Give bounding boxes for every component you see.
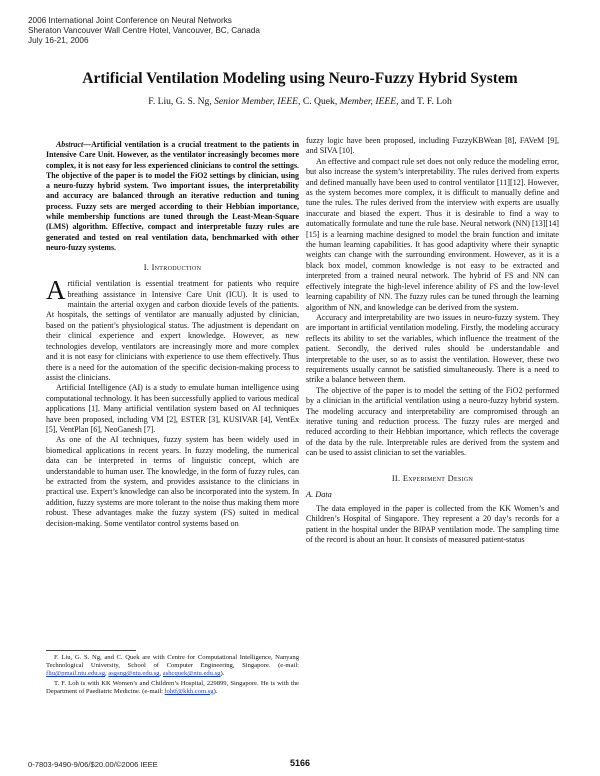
footnote-end: ). — [220, 670, 225, 678]
email-link-lohtf[interactable]: lohtf@kkh.com.sg — [164, 687, 214, 695]
right-paragraph-4: The objective of the paper is to model the setting of the FiO2 performed by a clinician in the artificial ventilation using a neuro-fuzzy hybrid system. The modeling accuracy and interpretability are compromised through an iterative tuning and reduction process. The fuzzy rules are merged and reduced according to their Hebbian importance, which reflects the coverage of the data by the rule. Interpretable rules are derived from the system and can be used to assist clinician to set the variables. — [306, 385, 559, 458]
footnote-end: ). — [213, 687, 218, 695]
section-title: Introduction — [151, 263, 202, 273]
section-title: Experiment Design — [402, 473, 474, 483]
left-column — [46, 140, 299, 529]
subsection-label: A. — [306, 489, 314, 499]
footnote-affiliation-1 — [46, 654, 299, 679]
right-paragraph-1: fuzzy logic have been proposed, including FuzzyKBWean [8], FAVeM [9], and SIVA [10]. — [306, 136, 559, 156]
footnote-1-text: F. Liu, G. S. Ng, and C. Quek are with Centre for Computational Intelligence, Nanyang Technological University, School of Computer Engineering, Singapore. (e-mail: — [46, 654, 299, 670]
subsection-heading-data — [306, 490, 559, 500]
footnote-affiliation-2 — [46, 680, 299, 696]
section-heading-experiment-design — [306, 473, 559, 484]
abstract — [46, 140, 299, 253]
abstract-text: —Artificial ventilation is a crucial treatment to the patients in Intensive Care Unit. However, as the ventilator increasingly becomes more complex, it is not easy for less experienced clinicians to control the settings. The objective of the paper is to model the FiO2 settings by clinician, using a neuro-fuzzy hybrid system. Two important issues, the interpretability and accuracy are balanced through an iterative reduction and tuning process. Fuzzy sets are merged according to their Hebbian importance, while membership functions are tuned through the Least-Mean-Square (LMS) algorithm. Effective, compact and interpretable fuzzy rules are generated and tested on real ventilation data, benchmarked with other neuro-fuzzy systems. — [46, 140, 299, 252]
right-column — [306, 136, 559, 546]
copyright-isbn: 0-7803-9490-9/06/$20.00/©2006 IEEE — [28, 760, 158, 769]
email-link-ashcquek[interactable]: ashcquek@ntu.edu.sg — [162, 670, 221, 678]
intro-paragraph-2: Artificial Intelligence (AI) is a study to emulate human intelligence using computational technology. It has been successfully applied to various medical applications [1]. Many artificial ventilation system based on AI techniques have been proposed, including VM [2], ESTER [3], KUSIVAR [4], VentEx [5], VentPlan [6], NeoGanesh [7]. — [46, 383, 299, 434]
conference-name: 2006 International Joint Conference on Neural Networks — [28, 16, 232, 25]
footnote-divider — [46, 650, 136, 651]
conference-header — [28, 16, 260, 46]
section-number: II. — [391, 473, 401, 483]
author-role-senior: Senior Member, IEEE — [214, 96, 299, 107]
section-heading-introduction — [46, 262, 299, 273]
paper-authors — [0, 96, 600, 108]
email-link-fliu[interactable]: fliu@pmail.ntu.edu.sg — [46, 670, 105, 678]
intro-paragraph-3: As one of the AI techniques, fuzzy system has been widely used in biomedical applications in recent years. In fuzzy modeling, the numerical data can be interpreted in terms of linguistic concept, which are understandable to human user. The knowledge, in the form of fuzzy rules, can be extracted from the system, and provides assistance to the clinicians in practical use. Expert’s knowledge can also be incorporated into the system. In addition, fuzzy systems are more tolerant to the noise thus making them more robust. These advantages make the fuzzy system (FS) suited in medical decision-making. Some ventilator control systems based on — [46, 435, 299, 528]
footnote-sep: , — [105, 670, 107, 678]
abstract-label: Abstract — [56, 140, 84, 149]
email-link-asgsng[interactable]: asgsng@ntu.edu.sg — [108, 670, 160, 678]
page-number: 5166 — [290, 758, 311, 768]
paper-title: Artificial Ventilation Modeling using Neuro-Fuzzy Hybrid System — [82, 70, 518, 87]
subsection-title: Data — [315, 489, 332, 499]
footnote-sep: , — [159, 670, 162, 678]
author-role-member: Member, IEEE, — [339, 96, 399, 107]
footnote-2-text: T. F. Loh is with KK Women’s and Children’s Hospital, 229899, Singapore. He is with the Department of Paediatric Medicine. (e-mail: — [46, 679, 299, 695]
footnotes — [46, 650, 299, 697]
authors-part-b: , C. Quek, — [298, 96, 340, 107]
intro-paragraph-1: Artificial ventilation is essential treatment for patients who require breathing assistance in Intensive Care Unit (ICU). It is used to maintain the arterial oxygen and carbon dioxide levels of the patients. At hospitals, the settings of ventilator are manually adjusted by clinician, based on the patient’s physiological status. The adjustment is dependant on their clinical experience and expert knowledge. However, as new technologies develop, ventilators are increasingly more and more complex and it is not easy for clinicians with experience to use them effectively. Thus there is a need for the automation of the specific decision-making process to assist the clinicians. — [46, 275, 299, 382]
right-paragraph-3: Accuracy and interpretability are two issues in neuro-fuzzy system. They are important in artificial ventilation modeling. Firstly, the modeling accuracy reflects its ability to set the variables, which influence the treatment of the patient. Secondly, the derived rules should be understandable and interpretable to the user, so as to assist the ventilation. However, these two requirements usually cannot be satisfied simultaneously. There is a need to strike a balance between them. — [306, 312, 559, 385]
authors-part-c: and T. F. Loh — [398, 96, 452, 107]
conference-venue: Sheraton Vancouver Wall Centre Hotel, Vancouver, BC, Canada — [28, 26, 260, 35]
section-number: I. — [143, 263, 150, 273]
conference-dates: July 16-21, 2006 — [28, 36, 89, 45]
data-paragraph-1: The data employed in the paper is collected from the KK Women’s and Children’s Hospital of Singapore. They represent a 20 day’s records for a patient in the hospital under the BIPAP ventilation mode. The sampling time of the record is about an hour. It consists of measured patient-status — [306, 504, 559, 545]
authors-part-a: F. Liu, G. S. Ng, — [148, 96, 215, 107]
right-paragraph-2: An effective and compact rule set does not only reduce the modeling error, but also increase the system’s interpretability. The rules derived from experts and defined manually have been used to control ventilator [11][12]. However, as the system becomes more complex, it is difficult to manually define and tune the rules. The rules derived from the interview with experts are usually inaccurate and biased the expert. Thus it is desirable to find a way to automatically formulate and tune the rule base. Neural network (NN) [13][14][15] is a learning machine designed to model the brain function and imitate the human learning capabilities. It has good adaptivity where their synaptic weights can change with the surrounding environment. However, as it is a black box model, common knowledge is not easy to be extracted and interpreted from a trained neural network. The hybrid of FS and NN can effectively integrate the high-level inference ability of FS and the low-level learning capability of NN. The fuzzy rules can be tuned through the learning algorithm of NN, and knowledge can be derived from the system. — [306, 156, 559, 312]
